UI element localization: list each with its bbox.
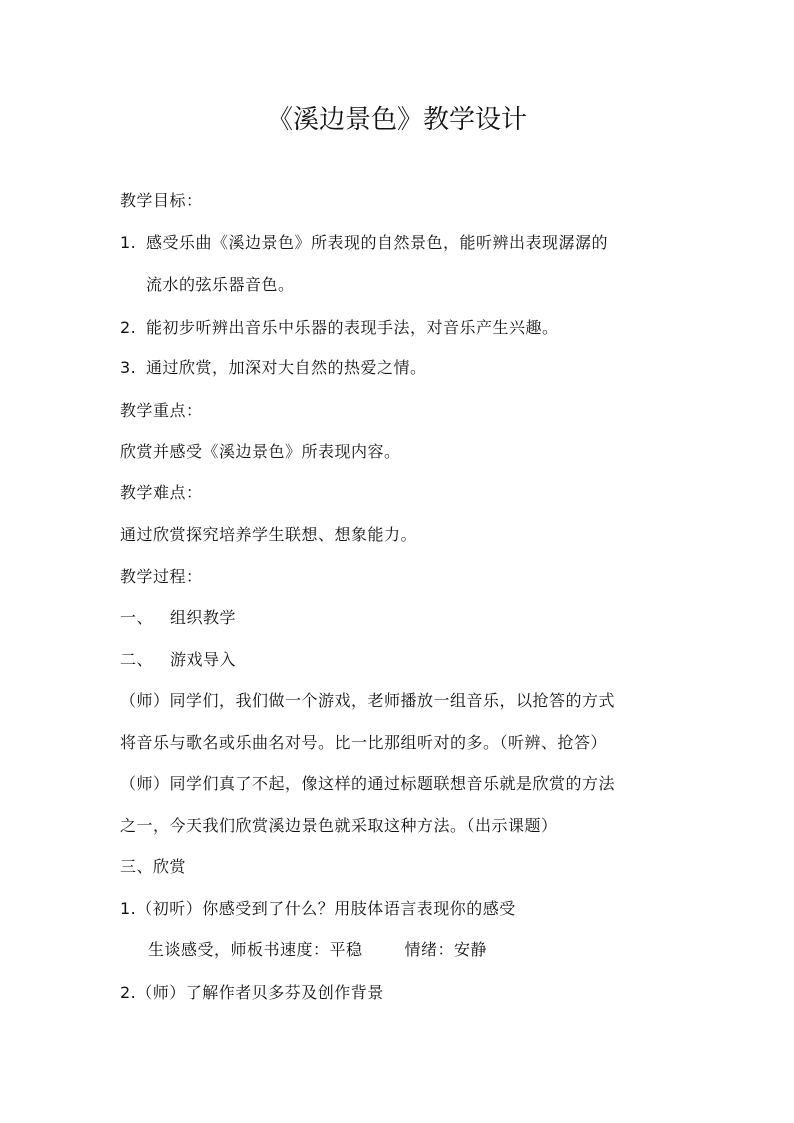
key-points-heading: 教学重点： (120, 401, 203, 420)
appreciation-item-1: 1.（初听）你感受到了什么？用肢体语言表现你的感受 (120, 899, 516, 918)
objective-item-2 (120, 317, 559, 339)
step-2 (120, 649, 236, 671)
objective-text: 能初步听辨出音乐中乐器的表现手法，对音乐产生兴趣。 (146, 318, 559, 337)
step-1 (120, 607, 236, 629)
paragraph-1-line-1: （师）同学们，我们做一个游戏，老师播放一组音乐，以抢答的方式 (120, 691, 616, 710)
objective-item-1 (120, 232, 608, 254)
appreciation-item-1-notes (148, 939, 487, 961)
step-3: 三、欣赏 (120, 857, 187, 876)
process-heading: 教学过程： (120, 567, 203, 586)
key-points-text: 欣赏并感受《溪边景色》所表现内容。 (120, 442, 401, 461)
objective-item-3 (120, 357, 427, 379)
objective-text: 感受乐曲《溪边景色》所表现的自然景色，能听辨出表现潺潺的 (146, 233, 609, 252)
step-number: 一、 (120, 608, 154, 627)
step-text: 游戏导入 (170, 650, 237, 669)
objective-number: 1. (120, 233, 137, 252)
appreciation-item-2: 2.（师）了解作者贝多芬及创作背景 (120, 983, 384, 1002)
objective-number: 2. (120, 318, 137, 337)
step-text: 组织教学 (170, 608, 237, 627)
difficulty-heading: 教学难点： (120, 483, 203, 502)
paragraph-2-line-2: 之一，今天我们欣赏溪边景色就采取这种方法。（出示课题） (120, 816, 558, 835)
paragraph-1-line-2: 将音乐与歌名或乐曲名对号。比一比那组听对的多。（听辨、抢答） (120, 733, 608, 752)
objective-item-1-continued: 流水的弦乐器音色。 (146, 275, 295, 294)
board-note-speed: 生谈感受，师板书速度：平稳 (148, 940, 363, 959)
board-note-mood: 情绪：安静 (404, 940, 488, 959)
paragraph-2-line-1: （师）同学们真了不起，像这样的通过标题联想音乐就是欣赏的方法 (120, 774, 616, 793)
step-number: 二、 (120, 650, 154, 669)
difficulty-text: 通过欣赏探究培养学生联想、想象能力。 (120, 525, 418, 544)
objective-number: 3. (120, 358, 137, 377)
objectives-heading: 教学目标： (120, 191, 203, 210)
objective-text: 通过欣赏，加深对大自然的热爱之情。 (146, 358, 427, 377)
document-title: 《溪边景色》教学设计 (266, 105, 527, 135)
